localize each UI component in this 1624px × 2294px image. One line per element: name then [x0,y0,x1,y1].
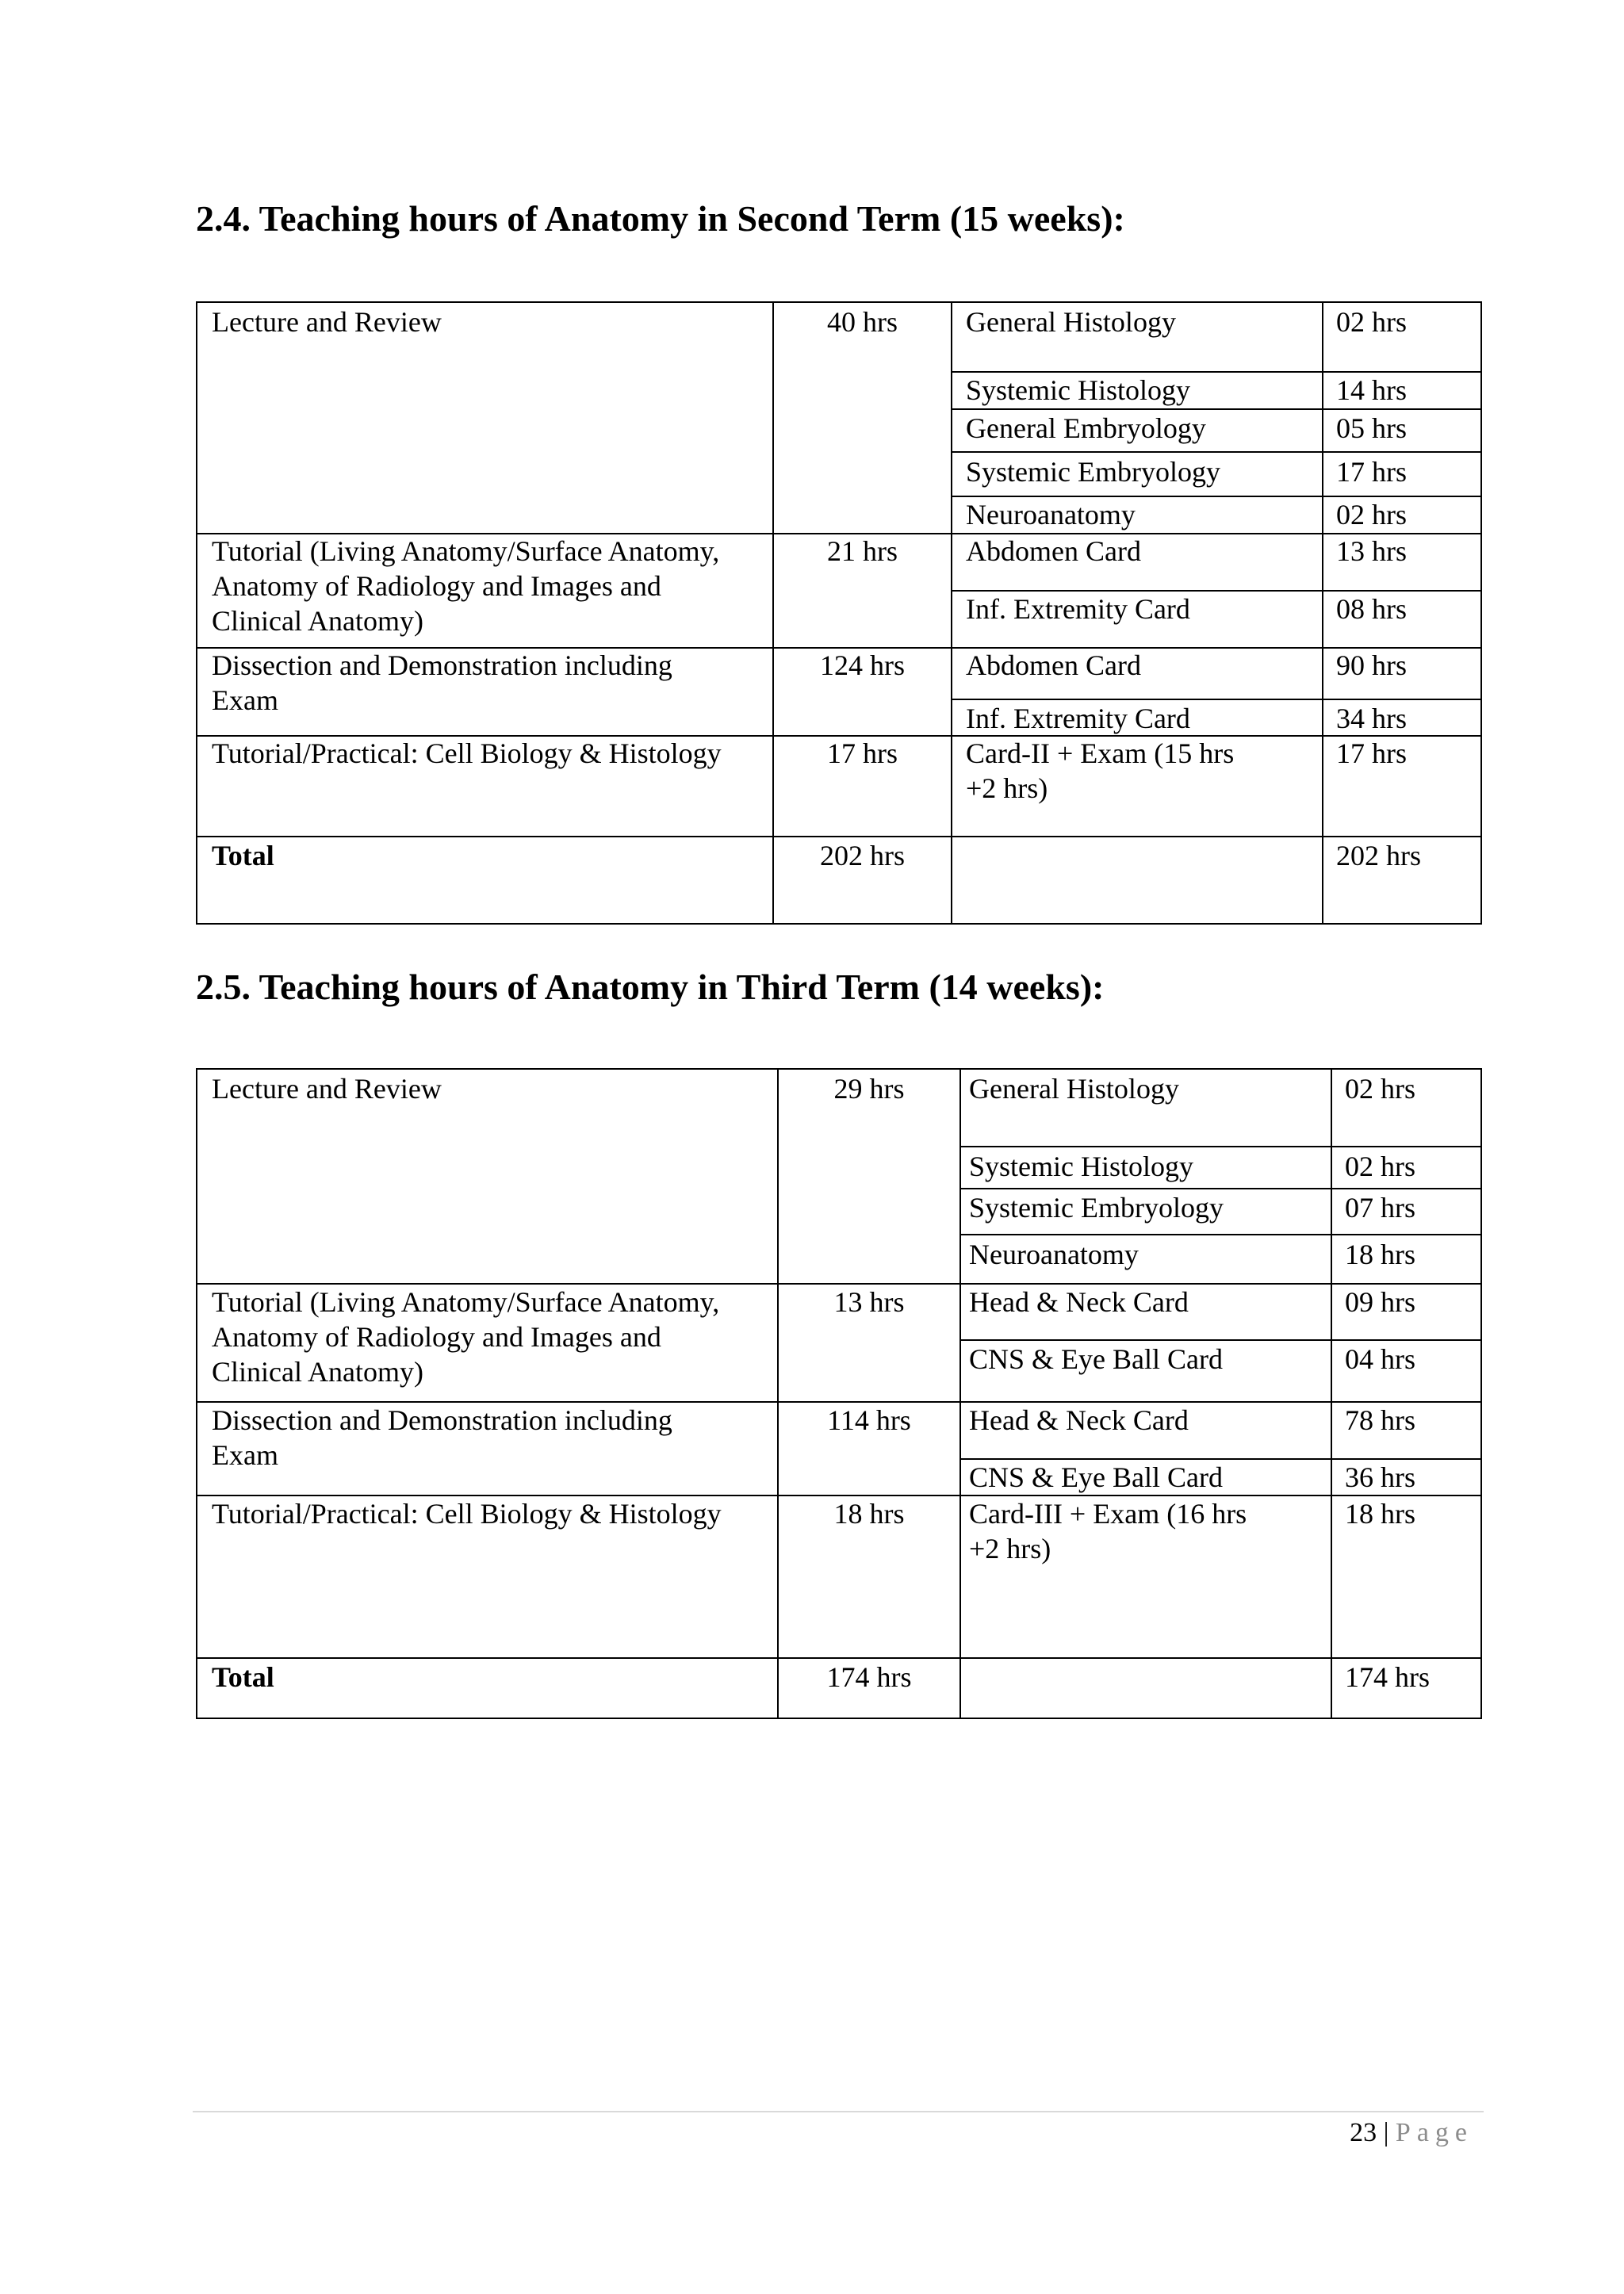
activity-cell: Tutorial (Living Anatomy/Surface Anatomy, Anatomy of Radiology and Images and Clinical Anatomy) [212,1286,720,1388]
subject-hours-cell: 90 hrs [1336,649,1407,681]
activity-hours-cell: 29 hrs [833,1073,905,1105]
subject-hours-cell: 09 hrs [1345,1286,1415,1318]
subject-hours-cell: 02 hrs [1336,499,1407,530]
subject-cell: Systemic Embryology [969,1192,1224,1224]
activity-hours-cell: 124 hrs [820,649,905,681]
activity-cell: Dissection and Demonstration including Exam [212,1404,672,1471]
subject-hours-cell: 18 hrs [1345,1498,1415,1530]
second-term-hours-table [196,301,1482,925]
third-term-hours-table [196,1068,1482,1719]
activity-cell: Lecture and Review [212,1073,442,1105]
subject-hours-cell: 02 hrs [1345,1073,1415,1105]
activity-cell: Lecture and Review [212,306,442,338]
page-footer [1350,2116,1473,2150]
subject-cell: General Embryology [966,412,1206,444]
subject-cell: Abdomen Card [966,535,1141,567]
total-subject-hours-cell: 202 hrs [1336,840,1421,871]
activity-hours-cell: 13 hrs [833,1286,905,1318]
subject-cell: Neuroanatomy [969,1239,1139,1270]
subject-cell: Card-II + Exam (15 hrs +2 hrs) [966,737,1235,804]
subject-hours-cell: 05 hrs [1336,412,1407,444]
subject-hours-cell: 18 hrs [1345,1239,1415,1270]
subject-hours-cell: 17 hrs [1336,737,1407,769]
activity-cell: Dissection and Demonstration including Exam [212,649,672,716]
subject-hours-cell: 07 hrs [1345,1192,1415,1224]
subject-hours-cell: 34 hrs [1336,703,1407,734]
subject-cell: Systemic Histology [966,374,1191,406]
activity-hours-cell: 21 hrs [827,535,898,567]
subject-hours-cell: 13 hrs [1336,535,1407,567]
subject-hours-cell: 14 hrs [1336,374,1407,406]
subject-hours-cell: 02 hrs [1336,306,1407,338]
total-label: Total [212,1661,274,1693]
total-hours-cell: 174 hrs [826,1661,912,1693]
subject-hours-cell: 08 hrs [1336,593,1407,625]
subject-cell: Neuroanatomy [966,499,1136,530]
total-subject-hours-cell: 174 hrs [1345,1661,1430,1693]
subject-hours-cell: 36 hrs [1345,1461,1415,1493]
subject-cell: CNS & Eye Ball Card [969,1461,1223,1493]
activity-hours-cell: 17 hrs [827,737,898,769]
subject-cell: CNS & Eye Ball Card [969,1343,1223,1375]
activity-hours-cell: 114 hrs [827,1404,911,1436]
subject-cell: Inf. Extremity Card [966,703,1190,734]
page-separator: | [1383,2118,1389,2147]
subject-cell: General Histology [969,1073,1179,1105]
total-label: Total [212,840,274,871]
subject-cell: Abdomen Card [966,649,1141,681]
activity-hours-cell: 18 hrs [833,1498,905,1530]
subject-cell: Systemic Embryology [966,456,1220,488]
subject-hours-cell: 78 hrs [1345,1404,1415,1436]
page-word: Page [1395,2118,1473,2147]
activity-cell: Tutorial/Practical: Cell Biology & Histology [212,1498,722,1530]
subject-cell: Head & Neck Card [969,1404,1189,1436]
subject-cell: Systemic Histology [969,1151,1194,1182]
activity-hours-cell: 40 hrs [827,306,898,338]
activity-cell: Tutorial (Living Anatomy/Surface Anatomy, Anatomy of Radiology and Images and Clinical Anatomy) [212,535,720,637]
section-2-5-title: 2.5. Teaching hours of Anatomy in Third Term (14 weeks): [196,967,1105,1007]
subject-cell: Inf. Extremity Card [966,593,1190,625]
subject-hours-cell: 04 hrs [1345,1343,1415,1375]
footer-divider [193,2111,1484,2112]
total-hours-cell: 202 hrs [820,840,905,871]
subject-hours-cell: 17 hrs [1336,456,1407,488]
activity-cell: Tutorial/Practical: Cell Biology & Histology [212,737,722,769]
subject-cell: General Histology [966,306,1176,338]
subject-cell: Card-III + Exam (16 hrs +2 hrs) [969,1498,1247,1564]
page-number: 23 [1350,2118,1377,2147]
subject-cell: Head & Neck Card [969,1286,1189,1318]
subject-hours-cell: 02 hrs [1345,1151,1415,1182]
section-2-4-title: 2.4. Teaching hours of Anatomy in Second Term (15 weeks): [196,198,1125,239]
